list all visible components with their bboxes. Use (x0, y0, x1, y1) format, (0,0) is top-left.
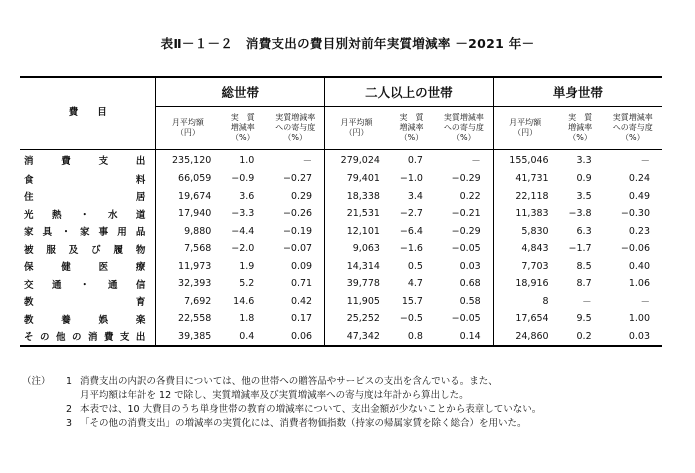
column-header: 実 質 増減率 （%） (388, 107, 435, 150)
cell-value: 14,314 (325, 258, 388, 276)
notes (22, 375, 682, 431)
cell-value: 0.8 (388, 328, 435, 347)
header-row (20, 77, 662, 107)
table-row (20, 310, 662, 328)
cell-value: 32,393 (156, 275, 219, 293)
cell-value: −1.6 (399, 243, 423, 255)
cell-value: 0.58 (459, 295, 481, 307)
cell-value: −0.5 (399, 313, 423, 325)
column-header: 実 質 増減率 （%） (219, 107, 266, 150)
cell-value: 0.68 (459, 278, 481, 290)
cell-value: 279,024 (325, 150, 388, 171)
cell-value: −3.3 (231, 208, 255, 220)
note-text: 消費支出の内訳の各費目については、他の世帯への贈答品やサービスの支出を含んでいる。また、 月平均額は年計を 12 で除し、実質増減率及び実質増減率への寄与度は年計から算出した。 (80, 376, 498, 401)
cell-value: 0.03 (604, 328, 662, 347)
note-number: 2 (65, 404, 72, 415)
cell-value: 9,880 (156, 223, 219, 241)
cell-value: 1.06 (628, 278, 650, 290)
table-row (20, 275, 662, 293)
cell-value: 66,059 (156, 170, 219, 188)
row-label: 光熱・水道 (24, 209, 146, 221)
cell-value: 8.7 (576, 278, 592, 290)
cell-value: 9.5 (576, 313, 592, 325)
cell-value: 0.2 (557, 328, 604, 347)
row-label: 家具・家事用品 (24, 227, 146, 239)
cell-value: 41,731 (493, 170, 556, 188)
cell-value: −2.0 (231, 243, 255, 255)
group-header: 二人以上の世帯 (325, 77, 494, 107)
cell-value: 18,338 (325, 188, 388, 206)
cell-value: － (471, 156, 481, 167)
cell-value: −0.07 (282, 243, 313, 255)
cell-value: 0.40 (628, 260, 650, 272)
cell-value: −0.29 (451, 225, 481, 237)
cell-value: −0.05 (451, 243, 481, 255)
row-label: 食料 (24, 174, 146, 186)
column-header: 月平均額 （円） (156, 107, 219, 150)
cell-value: 0.23 (628, 225, 650, 237)
cell-value: － (640, 297, 650, 309)
cell-value: 3.5 (576, 190, 592, 202)
cell-value: 18,916 (493, 275, 556, 293)
cell-value: 1.00 (628, 313, 650, 325)
cell-value: −4.4 (231, 225, 255, 237)
cell-value: 0.49 (628, 190, 650, 202)
cell-value: 7,692 (156, 293, 219, 311)
cell-value: 12,101 (325, 223, 388, 241)
cell-value: 39,385 (156, 328, 219, 347)
cell-value: 22,558 (156, 310, 219, 328)
column-header: 実質増減率 への寄与度 （%） (604, 107, 662, 150)
cell-value: −3.8 (568, 208, 592, 220)
cell-value: 11,905 (325, 293, 388, 311)
column-header: 月平均額 （円） (325, 107, 388, 150)
cell-value: 0.14 (435, 328, 493, 347)
note-label: （注） (22, 376, 51, 387)
column-header: 実 質 増減率 （%） (557, 107, 604, 150)
cell-value: 5,830 (493, 223, 556, 241)
cell-value: 4.7 (407, 278, 423, 290)
row-label: 交通・通信 (24, 279, 146, 291)
cell-value: 39,778 (325, 275, 388, 293)
cell-value: −0.30 (620, 208, 650, 220)
cell-value: −2.7 (399, 208, 423, 220)
cell-value: 1.0 (239, 154, 255, 166)
table-row (20, 223, 662, 241)
cell-value: −0.19 (282, 225, 313, 237)
cell-value: 6.3 (576, 225, 592, 237)
cell-value: 0.42 (290, 295, 313, 307)
cell-value: － (302, 156, 313, 167)
cell-value: 17,940 (156, 205, 219, 223)
cell-value: 47,342 (325, 328, 388, 347)
table-row (20, 293, 662, 311)
cell-value: 0.7 (407, 154, 423, 166)
cell-value: −0.26 (282, 208, 313, 220)
cell-value: 4,843 (493, 240, 556, 258)
cell-value: 19,674 (156, 188, 219, 206)
row-label: 保健医療 (24, 262, 146, 274)
note-text: 「その他の消費支出」の増減率の実質化には、消費者物価指数（持家の帰属家賃を除く総合）を用いた。 (80, 418, 527, 429)
cell-value: 7,568 (156, 240, 219, 258)
table-title: 表Ⅱ－１－２ 消費支出の費目別対前年実質増減率 －2021 年－ (160, 36, 535, 51)
table-row (20, 240, 662, 258)
cell-value: 17,654 (493, 310, 556, 328)
table-row (20, 205, 662, 223)
cell-value: 3.4 (407, 190, 423, 202)
cell-value: −0.29 (451, 173, 481, 185)
cell-value: 0.71 (290, 278, 313, 290)
cell-value: −0.9 (231, 173, 255, 185)
table-row (20, 188, 662, 206)
cell-value: 3.3 (576, 154, 592, 166)
cell-value: 24,860 (493, 328, 556, 347)
note-item (22, 403, 682, 417)
item-header: 費 目 (20, 77, 156, 150)
cell-value: 79,401 (325, 170, 388, 188)
cell-value: － (582, 297, 592, 309)
note-number: 1 (65, 376, 72, 387)
cell-value: 0.5 (407, 260, 423, 272)
cell-value: 25,252 (325, 310, 388, 328)
cell-value: 235,120 (156, 150, 219, 171)
cell-value: 0.03 (459, 260, 481, 272)
cell-value: 0.29 (290, 190, 313, 202)
table-row (20, 150, 662, 171)
cell-value: 11,383 (493, 205, 556, 223)
column-header: 実質増減率 への寄与度 （%） (266, 107, 324, 150)
column-header: 月平均額 （円） (493, 107, 556, 150)
cell-value: － (640, 156, 650, 167)
cell-value: 5.2 (239, 278, 255, 290)
cell-value: 155,046 (493, 150, 556, 171)
group-header: 単身世帯 (493, 77, 662, 107)
cell-value: 8 (493, 293, 556, 311)
note-number: 3 (65, 418, 72, 429)
cell-value: 0.06 (266, 328, 324, 347)
expenditure-table (20, 76, 662, 347)
cell-value: 9,063 (325, 240, 388, 258)
cell-value: 0.17 (290, 313, 313, 325)
cell-value: −0.21 (451, 208, 481, 220)
row-label: 被服及び履物 (24, 244, 146, 256)
cell-value: 8.5 (576, 260, 592, 272)
cell-value: −0.05 (451, 313, 481, 325)
cell-value: 14.6 (233, 295, 255, 307)
column-header: 実質増減率 への寄与度 （%） (435, 107, 493, 150)
note-item (22, 375, 682, 403)
cell-value: −1.7 (568, 243, 592, 255)
note-text: 本表では、10 大費目のうち単身世帯の教育の増減率について、支出金額が少ないことから表章していない。 (80, 404, 542, 415)
cell-value: 11,973 (156, 258, 219, 276)
row-label: 教養娯楽 (24, 314, 146, 326)
cell-value: 22,118 (493, 188, 556, 206)
cell-value: 21,531 (325, 205, 388, 223)
cell-value: 0.24 (628, 173, 650, 185)
row-label: 住居 (24, 192, 146, 204)
table-row (20, 170, 662, 188)
cell-value: 0.4 (219, 328, 266, 347)
cell-value: −0.06 (620, 243, 650, 255)
cell-value: 1.9 (239, 260, 255, 272)
row-label: その他の消費支出 (20, 328, 156, 347)
row-label: 消費支出 (24, 156, 146, 167)
cell-value: 3.6 (239, 190, 255, 202)
cell-value: 1.8 (239, 313, 255, 325)
cell-value: 7,703 (493, 258, 556, 276)
table-row (20, 258, 662, 276)
cell-value: −1.0 (399, 173, 423, 185)
cell-value: 15.7 (401, 295, 423, 307)
row-label: 教育 (24, 297, 146, 309)
cell-value: 0.09 (290, 260, 313, 272)
cell-value: −6.4 (399, 225, 423, 237)
group-header: 総世帯 (156, 77, 325, 107)
table-row (20, 328, 662, 347)
cell-value: 0.9 (576, 173, 592, 185)
note-item (22, 417, 682, 431)
cell-value: −0.27 (282, 173, 313, 185)
cell-value: 0.22 (459, 190, 481, 202)
